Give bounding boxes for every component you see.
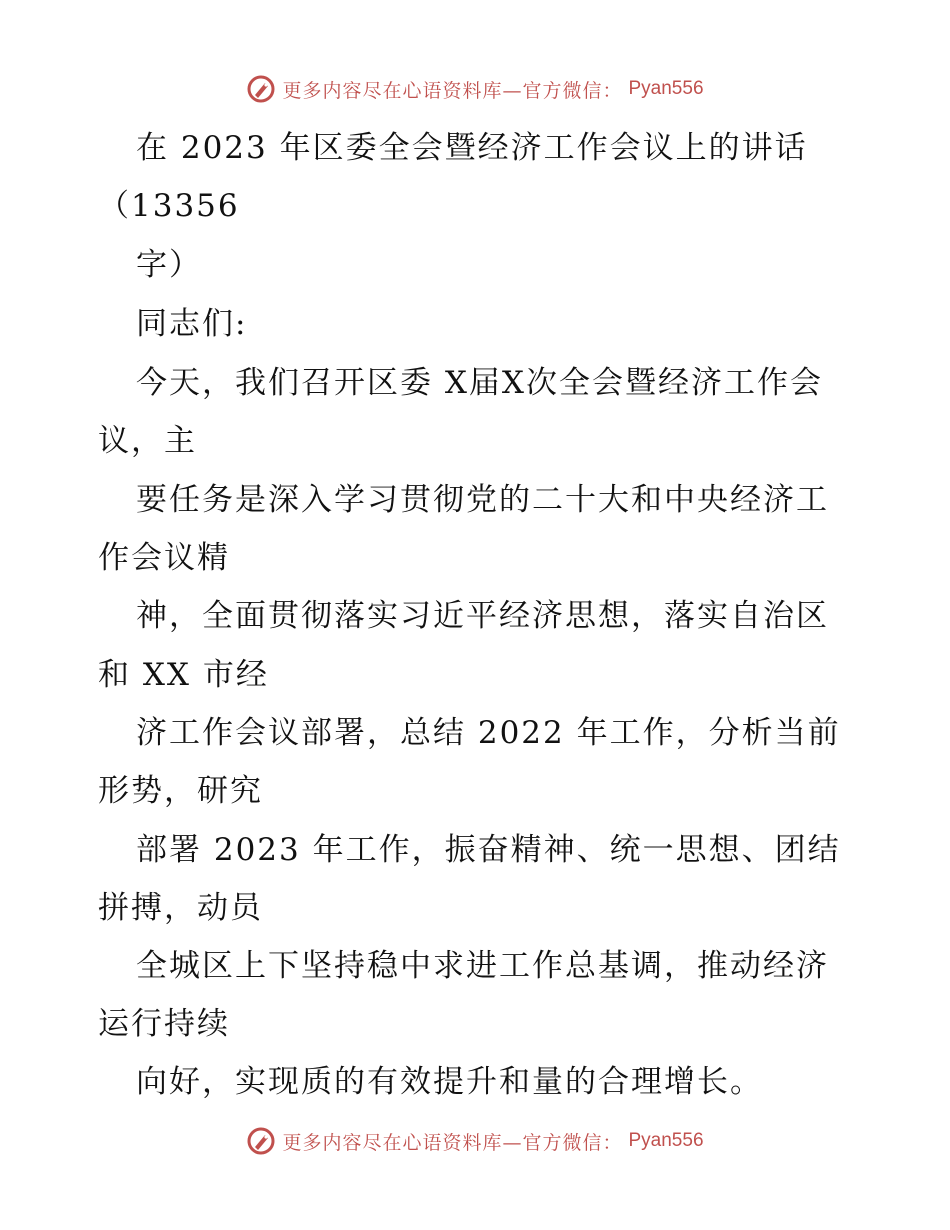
paragraph-line: 济工作会议部署，总结 2022 年工作，分析当前	[136, 715, 841, 751]
header-watermark	[0, 74, 950, 104]
watermark-text: 更多内容尽在心语资料库—官方微信：	[282, 79, 623, 102]
paragraph-line: 形势，研究	[98, 773, 263, 809]
footer-watermark	[0, 1126, 950, 1156]
paragraph-line: 作会议精	[98, 540, 230, 576]
pen-nib-logo-icon	[246, 74, 276, 104]
salutation: 同志们:	[136, 306, 248, 342]
pen-nib-logo-icon	[246, 1126, 276, 1156]
watermark-text: 更多内容尽在心语资料库—官方微信：	[282, 1131, 623, 1154]
paragraph-line: 全城区上下坚持稳中求进工作总基调，推动经济	[136, 948, 829, 984]
document-title: 在 2023 年区委全会暨经济工作会议上的讲话	[136, 130, 808, 166]
document-title-word-count: （13356	[98, 188, 240, 224]
paragraph-line: 神，全面贯彻落实习近平经济思想，落实自治区	[136, 598, 829, 634]
paragraph-line: 和 XX 市经	[98, 657, 269, 693]
paragraph-line: 要任务是深入学习贯彻党的二十大和中央经济工	[136, 482, 829, 518]
document-title-word-count-end: 字）	[136, 247, 202, 283]
paragraph-line: 向好，实现质的有效提升和量的合理增长。	[136, 1064, 763, 1100]
watermark-wechat-id: Pyan556	[628, 1130, 704, 1151]
paragraph-line: 运行持续	[98, 1006, 230, 1042]
paragraph-line: 今天，我们召开区委 X届X次全会暨经济工作会	[136, 365, 823, 401]
paragraph-line: 部署 2023 年工作，振奋精神、统一思想、团结	[136, 832, 841, 868]
watermark-wechat-id: Pyan556	[628, 78, 704, 99]
paragraph-line: 议，主	[98, 423, 197, 459]
paragraph-line: 拼搏，动员	[98, 890, 263, 926]
